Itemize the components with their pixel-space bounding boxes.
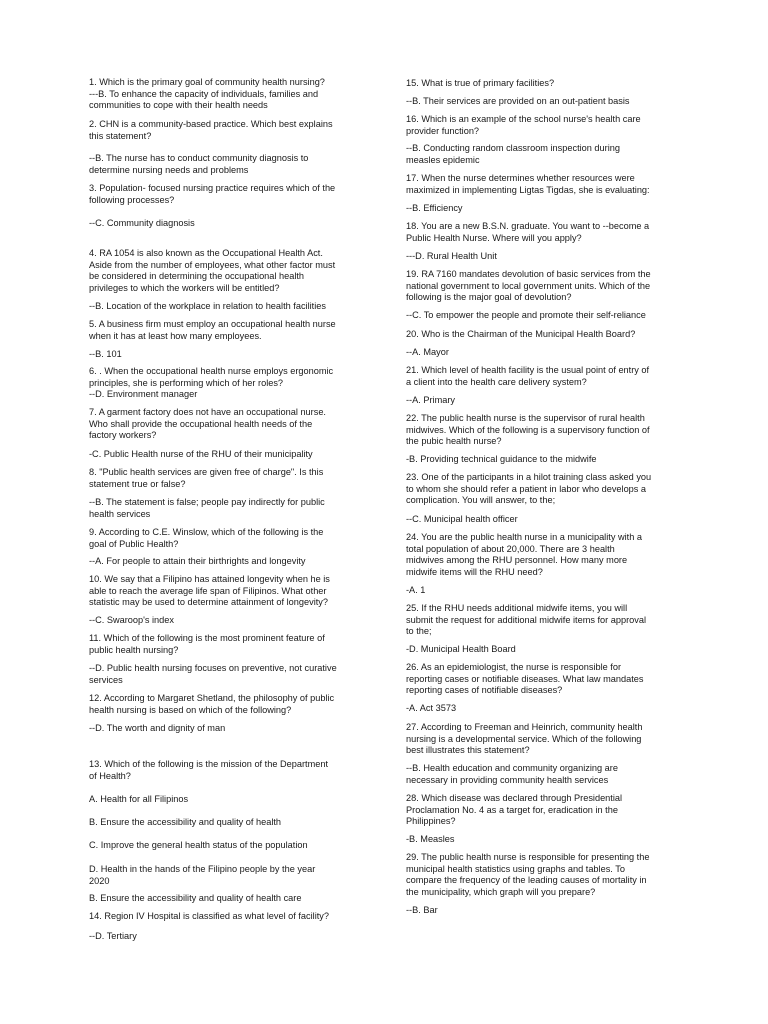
question-10: 10. We say that a Filipino has attained longevity when he is able to reach the average life span of Filipinos. What other statistic may be used to determine attainment of longevity? — [89, 574, 330, 608]
answer-22: -B. Providing technical guidance to the midwife — [406, 454, 597, 464]
option-13-c: C. Improve the general health status of the population — [89, 840, 308, 850]
answer-16: --B. Conducting random classroom inspection during measles epidemic — [406, 143, 620, 165]
question-2: 2. CHN is a community-based practice. Which best explains this statement? — [89, 119, 333, 141]
question-26: 26. As an epidemiologist, the nurse is responsible for reporting cases or notifiable diseases. What law mandates reporting cases of notifiable diseases? — [406, 662, 644, 696]
question-23: 23. One of the participants in a hilot training class asked you to whom she should refer a patient in labor who develops a complication. You will answer, to the; — [406, 472, 652, 506]
question-29: 29. The public health nurse is responsible for presenting the municipal health statistics using graphs and tables. To compare the frequency of the leading causes of mortality in the municipality, which graph will you prepare? — [406, 852, 650, 897]
answer-9: --A. For people to attain their birthrights and longevity — [89, 556, 306, 566]
answer-2: --B. The nurse has to conduct community diagnosis to determine nursing needs and problems — [89, 153, 309, 175]
question-13: 13. Which of the following is the mission of the Department of Health? — [89, 759, 328, 781]
answer-10: --C. Swaroop's index — [89, 615, 174, 625]
question-8: 8. "Public health services are given free of charge". Is this statement true or false? — [89, 467, 324, 489]
question-27: 27. According to Freeman and Heinrich, community health nursing is a developmental service. Which of the following best illustrates this statement? — [406, 722, 643, 756]
question-15: 15. What is true of primary facilities? — [406, 78, 555, 88]
question-7: 7. A garment factory does not have an occupational nurse. Who shall provide the occupational health needs of the factory workers? — [89, 407, 326, 441]
answer-12: --D. The worth and dignity of man — [89, 723, 226, 733]
option-13-a: A. Health for all Filipinos — [89, 794, 189, 804]
answer-4: --B. Location of the workplace in relation to health facilities — [89, 301, 326, 311]
question-22: 22. The public health nurse is the supervisor of rural health midwives. Which of the following is a supervisory function of the pubic health nurse? — [406, 413, 650, 447]
question-11: 11. Which of the following is the most prominent feature of public health nursing? — [89, 633, 325, 655]
question-4: 4. RA 1054 is also known as the Occupational Health Act. Aside from the number of employees, what other factor must be considered in determining the occupational health privileges to which the workers will be entitled? — [89, 248, 336, 293]
answer-20: --A. Mayor — [406, 347, 449, 357]
answer-25: -D. Municipal Health Board — [406, 644, 516, 654]
question-14: 14. Region IV Hospital is classified as what level of facility? — [89, 911, 330, 921]
question-17: 17. When the nurse determines whether resources were maximized in implementing Ligtas Tigdas, she is evaluating: — [406, 173, 650, 195]
answer-5: --B. 101 — [89, 349, 122, 359]
question-5: 5. A business firm must employ an occupational health nurse when it has at least how many employees. — [89, 319, 336, 341]
option-13-b: B. Ensure the accessibility and quality of health — [89, 817, 282, 827]
question-12: 12. According to Margaret Shetland, the philosophy of public health nursing is based on which of the following? — [89, 693, 335, 715]
answer-15: --B. Their services are provided on an out-patient basis — [406, 96, 630, 106]
answer-13: B. Ensure the accessibility and quality of health care — [89, 893, 302, 903]
answer-23: --C. Municipal health officer — [406, 514, 518, 524]
answer-11: --D. Public health nursing focuses on preventive, not curative services — [89, 663, 337, 685]
answer-14: --D. Tertiary — [89, 931, 137, 941]
answer-21: --A. Primary — [406, 395, 455, 405]
answer-28: -B. Measles — [406, 834, 455, 844]
question-3: 3. Population- focused nursing practice requires which of the following processes? — [89, 183, 336, 205]
answer-18: ---D. Rural Health Unit — [406, 251, 497, 261]
answer-7: -C. Public Health nurse of the RHU of their municipality — [89, 449, 313, 459]
question-19: 19. RA 7160 mandates devolution of basic services from the national government to local government units. Which of the following is the major goal of devolution? — [406, 269, 651, 303]
question-25: 25. If the RHU needs additional midwife items, you will submit the request for additional midwife items for approval to the; — [406, 603, 647, 637]
answer-26: -A. Act 3573 — [406, 703, 457, 713]
answer-8: --B. The statement is false; people pay indirectly for public health services — [89, 497, 325, 519]
answer-29: --B. Bar — [406, 905, 438, 915]
answer-3: --C. Community diagnosis — [89, 218, 195, 228]
question-20: 20. Who is the Chairman of the Municipal Health Board? — [406, 329, 636, 339]
option-13-d: D. Health in the hands of the Filipino people by the year 2020 — [89, 864, 316, 886]
question-16: 16. Which is an example of the school nurse's health care provider function? — [406, 114, 641, 136]
question-9: 9. According to C.E. Winslow, which of the following is the goal of Public Health? — [89, 527, 324, 549]
answer-17: --B. Efficiency — [406, 203, 463, 213]
answer-24: -A. 1 — [406, 585, 426, 595]
question-18: 18. You are a new B.S.N. graduate. You want to --become a Public Health Nurse. Where will you apply? — [406, 221, 650, 243]
question-1: 1. Which is the primary goal of community health nursing? ---B. To enhance the capacity of individuals, families and communities to cope with their health needs — [89, 77, 325, 111]
question-24: 24. You are the public health nurse in a municipality with a total population of about 20,000. There are 3 health midwives among the RHU personnel. How many more midwife items will the RHU need? — [406, 532, 642, 577]
question-28: 28. Which disease was declared through Presidential Proclamation No. 4 as a target for, eradication in the Philippines? — [406, 793, 623, 827]
answer-27: --B. Health education and community organizing are necessary in providing community health services — [406, 763, 618, 785]
question-6: 6. . When the occupational health nurse employs ergonomic principles, she is performing which of her roles? --D. Environment manager — [89, 366, 334, 400]
answer-19: --C. To empower the people and promote their self-reliance — [406, 310, 646, 320]
question-21: 21. Which level of health facility is the usual point of entry of a client into the health care delivery system? — [406, 365, 650, 387]
